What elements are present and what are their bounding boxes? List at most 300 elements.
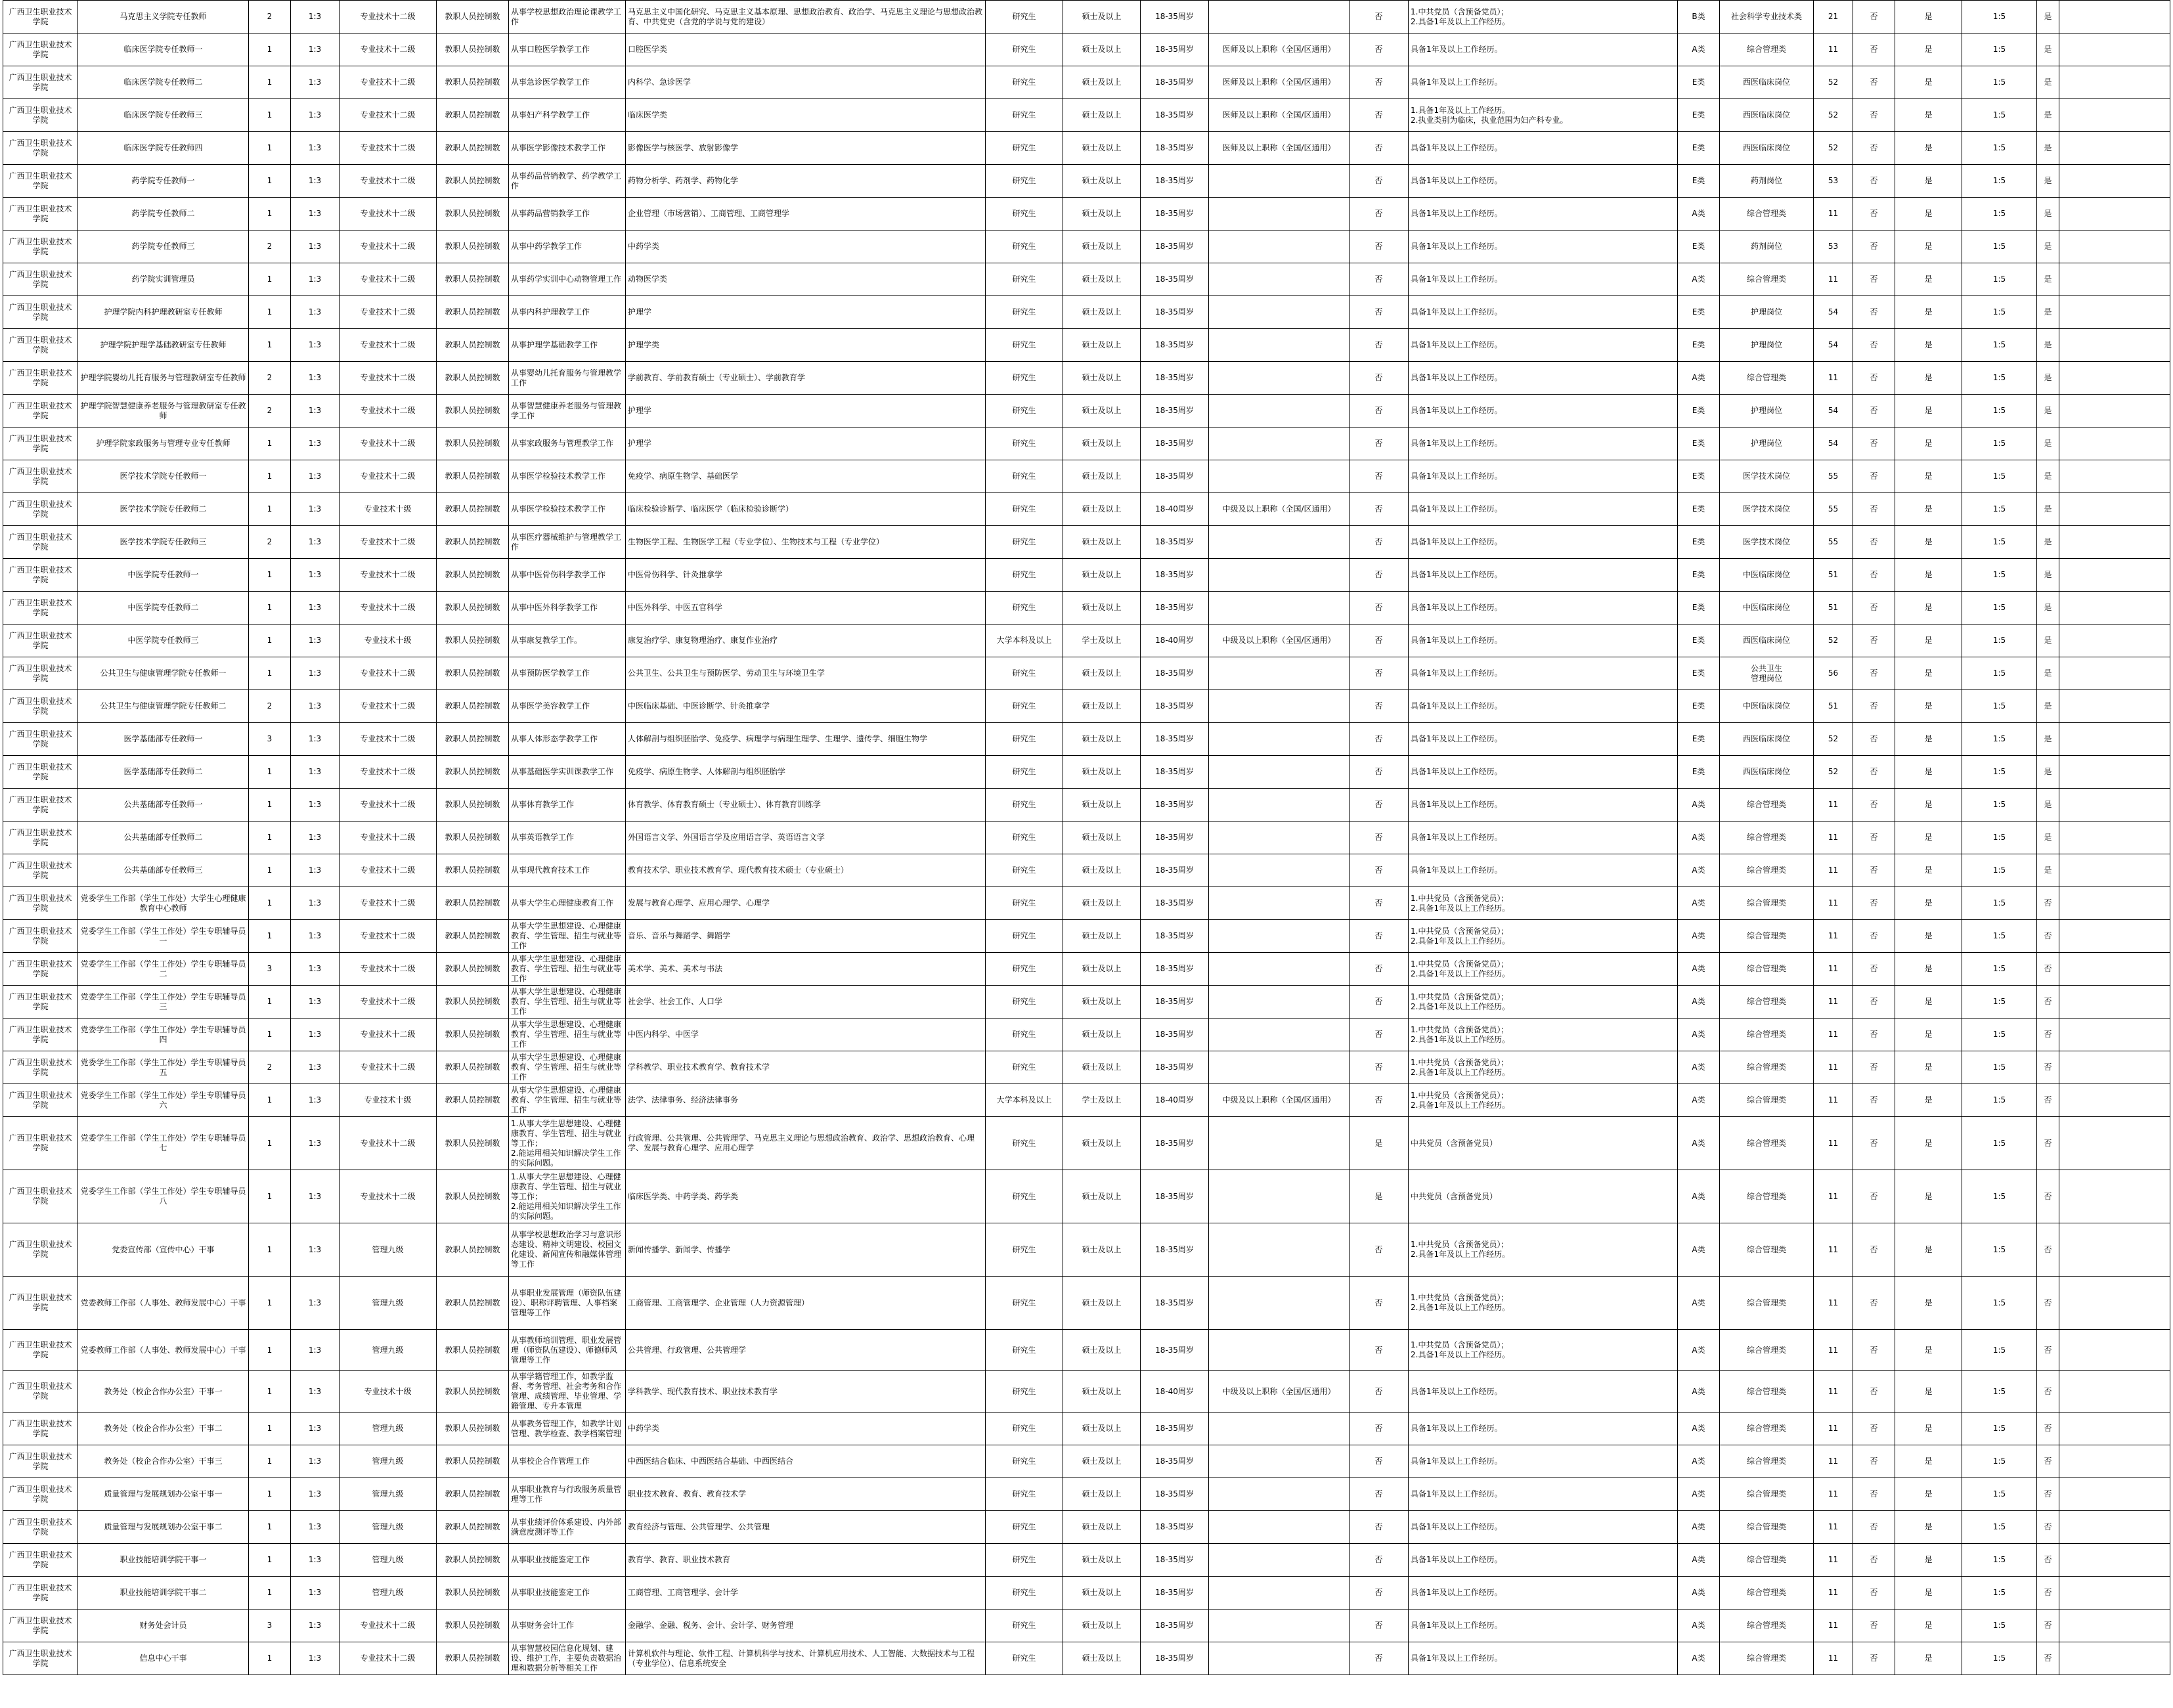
age-cell: 18-35周岁 <box>1141 789 1209 821</box>
interview-ratio-cell: 1:5 <box>1962 953 2037 986</box>
flag-cell-2: 是 <box>1895 296 1962 329</box>
flag-cell-1: 否 <box>1853 198 1895 230</box>
flag-cell-2: 是 <box>1895 624 1962 657</box>
duty-cell: 从事体育教学工作 <box>509 789 626 821</box>
remark-cell <box>2059 1544 2170 1577</box>
flag-cell-1: 否 <box>1853 1277 1895 1330</box>
degree-cell: 硕士及以上 <box>1063 1051 1141 1084</box>
code-cell: 51 <box>1814 592 1853 624</box>
title-requirement-cell: 医师及以上职称（全国/区通用） <box>1209 33 1350 66</box>
code-cell: 51 <box>1814 690 1853 723</box>
subject-cell: 护理岗位 <box>1720 329 1814 362</box>
ratio-cell: 1:3 <box>291 756 340 789</box>
major-cell: 法学、法律事务、经济法律事务 <box>626 1084 986 1117</box>
unit-cell: 广西卫生职业技术学院 <box>3 1412 78 1445</box>
code-cell: 11 <box>1814 1084 1853 1117</box>
level-cell: 专业技术十二级 <box>340 526 437 559</box>
code-cell: 11 <box>1814 1277 1853 1330</box>
major-cell: 中医骨伤科学、针灸推拿学 <box>626 559 986 592</box>
level-cell: 专业技术十二级 <box>340 1117 437 1170</box>
education-cell: 研究生 <box>986 296 1063 329</box>
staffing-type-cell: 教职人员控制数 <box>437 395 509 427</box>
staffing-type-cell: 教职人员控制数 <box>437 559 509 592</box>
category-cell: A类 <box>1678 1117 1720 1170</box>
category-cell: A类 <box>1678 887 1720 920</box>
staffing-type-cell: 教职人员控制数 <box>437 1277 509 1330</box>
interview-ratio-cell: 1:5 <box>1962 1018 2037 1051</box>
headcount-cell: 1 <box>249 657 291 690</box>
headcount-cell: 1 <box>249 1277 291 1330</box>
unit-cell: 广西卫生职业技术学院 <box>3 1445 78 1478</box>
level-cell: 专业技术十二级 <box>340 986 437 1018</box>
headcount-cell: 1 <box>249 1117 291 1170</box>
major-cell: 药物分析学、药剂学、药物化学 <box>626 165 986 198</box>
education-cell: 研究生 <box>986 263 1063 296</box>
experience-cell: 否 <box>1350 1609 1409 1642</box>
flag-cell-2: 是 <box>1895 1084 1962 1117</box>
post-cell: 党委宣传部（宣传中心）干事 <box>78 1223 249 1277</box>
degree-cell: 硕士及以上 <box>1063 1642 1141 1675</box>
category-cell: B类 <box>1678 1 1720 33</box>
education-cell: 研究生 <box>986 1371 1063 1412</box>
age-cell: 18-40周岁 <box>1141 1084 1209 1117</box>
level-cell: 专业技术十级 <box>340 624 437 657</box>
unit-cell: 广西卫生职业技术学院 <box>3 1277 78 1330</box>
major-cell: 公共管理、行政管理、公共管理学 <box>626 1330 986 1371</box>
unit-cell: 广西卫生职业技术学院 <box>3 66 78 99</box>
category-cell: A类 <box>1678 1511 1720 1544</box>
remark-cell <box>2059 427 2170 460</box>
education-cell: 研究生 <box>986 1478 1063 1511</box>
category-cell: A类 <box>1678 362 1720 395</box>
subject-cell: 综合管理类 <box>1720 198 1814 230</box>
staffing-type-cell: 教职人员控制数 <box>437 132 509 165</box>
category-cell: A类 <box>1678 1084 1720 1117</box>
table-row <box>3 953 2170 986</box>
category-cell: E类 <box>1678 493 1720 526</box>
post-cell: 药学院实训管理员 <box>78 263 249 296</box>
remark-cell <box>2059 1511 2170 1544</box>
post-cell: 财务处会计员 <box>78 1609 249 1642</box>
table-row <box>3 723 2170 756</box>
subject-cell: 综合管理类 <box>1720 1544 1814 1577</box>
title-requirement-cell: 中级及以上职称（全国/区通用） <box>1209 1371 1350 1412</box>
other-requirement-cell: 具备1年及以上工作经历。 <box>1409 1609 1678 1642</box>
code-cell: 52 <box>1814 99 1853 132</box>
level-cell: 专业技术十二级 <box>340 690 437 723</box>
interview-ratio-cell: 1:5 <box>1962 1051 2037 1084</box>
post-cell: 公共基础部专任教师三 <box>78 854 249 887</box>
duty-cell: 从事校企合作管理工作 <box>509 1445 626 1478</box>
remark-cell <box>2059 198 2170 230</box>
flag-cell-2: 是 <box>1895 1223 1962 1277</box>
other-requirement-cell: 具备1年及以上工作经历。 <box>1409 821 1678 854</box>
education-cell: 研究生 <box>986 1 1063 33</box>
flag-cell-4: 是 <box>2037 230 2059 263</box>
age-cell: 18-35周岁 <box>1141 723 1209 756</box>
flag-cell-2: 是 <box>1895 986 1962 1018</box>
remark-cell <box>2059 493 2170 526</box>
interview-ratio-cell: 1:5 <box>1962 1412 2037 1445</box>
headcount-cell: 2 <box>249 395 291 427</box>
subject-cell: 综合管理类 <box>1720 1478 1814 1511</box>
title-requirement-cell <box>1209 690 1350 723</box>
interview-ratio-cell: 1:5 <box>1962 395 2037 427</box>
flag-cell-4: 否 <box>2037 1544 2059 1577</box>
staffing-type-cell: 教职人员控制数 <box>437 1511 509 1544</box>
category-cell: E类 <box>1678 395 1720 427</box>
table-row <box>3 1609 2170 1642</box>
subject-cell: 护理岗位 <box>1720 296 1814 329</box>
age-cell: 18-35周岁 <box>1141 329 1209 362</box>
code-cell: 52 <box>1814 132 1853 165</box>
title-requirement-cell <box>1209 1018 1350 1051</box>
post-cell: 护理学院婴幼儿托育服务与管理教研室专任教师 <box>78 362 249 395</box>
headcount-cell: 1 <box>249 165 291 198</box>
headcount-cell: 1 <box>249 1445 291 1478</box>
code-cell: 52 <box>1814 66 1853 99</box>
staffing-type-cell: 教职人员控制数 <box>437 592 509 624</box>
staffing-type-cell: 教职人员控制数 <box>437 1 509 33</box>
degree-cell: 硕士及以上 <box>1063 460 1141 493</box>
ratio-cell: 1:3 <box>291 1170 340 1223</box>
experience-cell: 否 <box>1350 821 1409 854</box>
table-row <box>3 690 2170 723</box>
title-requirement-cell <box>1209 1577 1350 1609</box>
ratio-cell: 1:3 <box>291 1544 340 1577</box>
post-cell: 公共卫生与健康管理学院专任教师一 <box>78 657 249 690</box>
education-cell: 研究生 <box>986 723 1063 756</box>
remark-cell <box>2059 953 2170 986</box>
age-cell: 18-35周岁 <box>1141 821 1209 854</box>
table-row <box>3 99 2170 132</box>
category-cell: E类 <box>1678 329 1720 362</box>
table-row <box>3 1511 2170 1544</box>
table-row <box>3 1577 2170 1609</box>
level-cell: 专业技术十二级 <box>340 329 437 362</box>
major-cell: 学前教育、学前教育硕士（专业硕士）、学前教育学 <box>626 362 986 395</box>
degree-cell: 硕士及以上 <box>1063 920 1141 953</box>
title-requirement-cell <box>1209 1051 1350 1084</box>
category-cell: A类 <box>1678 263 1720 296</box>
flag-cell-1: 否 <box>1853 1371 1895 1412</box>
flag-cell-2: 是 <box>1895 1277 1962 1330</box>
age-cell: 18-35周岁 <box>1141 1577 1209 1609</box>
age-cell: 18-35周岁 <box>1141 920 1209 953</box>
ratio-cell: 1:3 <box>291 821 340 854</box>
staffing-type-cell: 教职人员控制数 <box>437 789 509 821</box>
age-cell: 18-35周岁 <box>1141 657 1209 690</box>
duty-cell: 从事婴幼儿托育服务与管理教学工作 <box>509 362 626 395</box>
flag-cell-2: 是 <box>1895 395 1962 427</box>
other-requirement-cell: 具备1年及以上工作经历。 <box>1409 362 1678 395</box>
table-row <box>3 592 2170 624</box>
category-cell: A类 <box>1678 1412 1720 1445</box>
level-cell: 专业技术十二级 <box>340 1018 437 1051</box>
duty-cell: 从事学校思想政治学习与意识形态建设、精神文明建设、校园文化建设、新闻宣传和融媒体管理等工作 <box>509 1223 626 1277</box>
category-cell: E类 <box>1678 690 1720 723</box>
code-cell: 11 <box>1814 1609 1853 1642</box>
flag-cell-2: 是 <box>1895 99 1962 132</box>
level-cell: 专业技术十二级 <box>340 460 437 493</box>
other-requirement-cell: 1.中共党员（含预备党员）； 2.具备1年及以上工作经历。 <box>1409 1084 1678 1117</box>
flag-cell-4: 是 <box>2037 592 2059 624</box>
age-cell: 18-35周岁 <box>1141 1609 1209 1642</box>
other-requirement-cell: 具备1年及以上工作经历。 <box>1409 854 1678 887</box>
flag-cell-2: 是 <box>1895 263 1962 296</box>
interview-ratio-cell: 1:5 <box>1962 329 2037 362</box>
unit-cell: 广西卫生职业技术学院 <box>3 789 78 821</box>
duty-cell: 从事大学生思想建设、心理健康教育、学生管理、招生与就业等工作 <box>509 1051 626 1084</box>
flag-cell-1: 否 <box>1853 263 1895 296</box>
education-cell: 大学本科及以上 <box>986 624 1063 657</box>
flag-cell-4: 是 <box>2037 165 2059 198</box>
table-row <box>3 230 2170 263</box>
code-cell: 55 <box>1814 526 1853 559</box>
headcount-cell: 1 <box>249 263 291 296</box>
headcount-cell: 1 <box>249 986 291 1018</box>
title-requirement-cell <box>1209 592 1350 624</box>
level-cell: 专业技术十级 <box>340 1371 437 1412</box>
flag-cell-2: 是 <box>1895 756 1962 789</box>
ratio-cell: 1:3 <box>291 1 340 33</box>
age-cell: 18-35周岁 <box>1141 99 1209 132</box>
major-cell: 学科教学、职业技术教育学、教育技术学 <box>626 1051 986 1084</box>
other-requirement-cell: 1.中共党员（含预备党员）； 2.具备1年及以上工作经历。 <box>1409 1223 1678 1277</box>
other-requirement-cell: 具备1年及以上工作经历。 <box>1409 1412 1678 1445</box>
experience-cell: 否 <box>1350 198 1409 230</box>
flag-cell-1: 否 <box>1853 756 1895 789</box>
other-requirement-cell: 具备1年及以上工作经历。 <box>1409 66 1678 99</box>
major-cell: 音乐、音乐与舞蹈学、舞蹈学 <box>626 920 986 953</box>
degree-cell: 学士及以上 <box>1063 1084 1141 1117</box>
table-row <box>3 296 2170 329</box>
subject-cell: 综合管理类 <box>1720 1117 1814 1170</box>
headcount-cell: 1 <box>249 296 291 329</box>
post-cell: 医学技术学院专任教师三 <box>78 526 249 559</box>
interview-ratio-cell: 1:5 <box>1962 756 2037 789</box>
unit-cell: 广西卫生职业技术学院 <box>3 1642 78 1675</box>
headcount-cell: 3 <box>249 1609 291 1642</box>
flag-cell-4: 否 <box>2037 920 2059 953</box>
duty-cell: 从事大学生思想建设、心理健康教育、学生管理、招生与就业等工作 <box>509 953 626 986</box>
category-cell: A类 <box>1678 821 1720 854</box>
flag-cell-4: 是 <box>2037 66 2059 99</box>
age-cell: 18-35周岁 <box>1141 1544 1209 1577</box>
remark-cell <box>2059 1018 2170 1051</box>
flag-cell-4: 是 <box>2037 821 2059 854</box>
title-requirement-cell: 医师及以上职称（全国/区通用） <box>1209 132 1350 165</box>
headcount-cell: 1 <box>249 1330 291 1371</box>
flag-cell-4: 是 <box>2037 329 2059 362</box>
ratio-cell: 1:3 <box>291 493 340 526</box>
interview-ratio-cell: 1:5 <box>1962 198 2037 230</box>
age-cell: 18-35周岁 <box>1141 690 1209 723</box>
headcount-cell: 1 <box>249 624 291 657</box>
table-body <box>3 1 2170 1675</box>
level-cell: 专业技术十二级 <box>340 1609 437 1642</box>
ratio-cell: 1:3 <box>291 33 340 66</box>
remark-cell <box>2059 592 2170 624</box>
post-cell: 医学基础部专任教师二 <box>78 756 249 789</box>
ratio-cell: 1:3 <box>291 329 340 362</box>
flag-cell-2: 是 <box>1895 1478 1962 1511</box>
interview-ratio-cell: 1:5 <box>1962 821 2037 854</box>
age-cell: 18-35周岁 <box>1141 1018 1209 1051</box>
major-cell: 学科教学、现代教育技术、职业技术教育学 <box>626 1371 986 1412</box>
other-requirement-cell: 1.中共党员（含预备党员）； 2.具备1年及以上工作经历。 <box>1409 1 1678 33</box>
age-cell: 18-35周岁 <box>1141 854 1209 887</box>
interview-ratio-cell: 1:5 <box>1962 559 2037 592</box>
code-cell: 51 <box>1814 559 1853 592</box>
flag-cell-4: 否 <box>2037 1084 2059 1117</box>
flag-cell-4: 否 <box>2037 1170 2059 1223</box>
major-cell: 金融学、金融、税务、会计、会计学、财务管理 <box>626 1609 986 1642</box>
remark-cell <box>2059 329 2170 362</box>
level-cell: 管理九级 <box>340 1330 437 1371</box>
title-requirement-cell <box>1209 756 1350 789</box>
ratio-cell: 1:3 <box>291 132 340 165</box>
flag-cell-4: 是 <box>2037 493 2059 526</box>
other-requirement-cell: 具备1年及以上工作经历。 <box>1409 132 1678 165</box>
level-cell: 专业技术十二级 <box>340 789 437 821</box>
ratio-cell: 1:3 <box>291 1478 340 1511</box>
title-requirement-cell <box>1209 460 1350 493</box>
flag-cell-2: 是 <box>1895 460 1962 493</box>
unit-cell: 广西卫生职业技术学院 <box>3 690 78 723</box>
unit-cell: 广西卫生职业技术学院 <box>3 1223 78 1277</box>
degree-cell: 硕士及以上 <box>1063 1223 1141 1277</box>
subject-cell: 中医临床岗位 <box>1720 592 1814 624</box>
level-cell: 专业技术十二级 <box>340 263 437 296</box>
other-requirement-cell: 1.具备1年及以上工作经历。 2.执业类别为临床，执业范围为妇产科专业。 <box>1409 99 1678 132</box>
other-requirement-cell: 1.中共党员（含预备党员）； 2.具备1年及以上工作经历。 <box>1409 986 1678 1018</box>
major-cell: 新闻传播学、新闻学、传播学 <box>626 1223 986 1277</box>
interview-ratio-cell: 1:5 <box>1962 1577 2037 1609</box>
flag-cell-1: 否 <box>1853 854 1895 887</box>
age-cell: 18-35周岁 <box>1141 1051 1209 1084</box>
level-cell: 专业技术十二级 <box>340 427 437 460</box>
education-cell: 研究生 <box>986 33 1063 66</box>
flag-cell-4: 是 <box>2037 198 2059 230</box>
major-cell: 生物医学工程、生物医学工程（专业学位）、生物技术与工程（专业学位） <box>626 526 986 559</box>
table-row <box>3 1445 2170 1478</box>
category-cell: A类 <box>1678 789 1720 821</box>
staffing-type-cell: 教职人员控制数 <box>437 296 509 329</box>
table-row <box>3 756 2170 789</box>
interview-ratio-cell: 1:5 <box>1962 657 2037 690</box>
headcount-cell: 1 <box>249 66 291 99</box>
level-cell: 专业技术十二级 <box>340 1051 437 1084</box>
code-cell: 54 <box>1814 427 1853 460</box>
headcount-cell: 1 <box>249 789 291 821</box>
category-cell: E类 <box>1678 723 1720 756</box>
duty-cell: 从事职业教育与行政服务质量管理等工作 <box>509 1478 626 1511</box>
headcount-cell: 1 <box>249 1642 291 1675</box>
table-row <box>3 1051 2170 1084</box>
degree-cell: 硕士及以上 <box>1063 427 1141 460</box>
code-cell: 54 <box>1814 329 1853 362</box>
post-cell: 药学院专任教师二 <box>78 198 249 230</box>
degree-cell: 硕士及以上 <box>1063 953 1141 986</box>
level-cell: 专业技术十二级 <box>340 1170 437 1223</box>
interview-ratio-cell: 1:5 <box>1962 526 2037 559</box>
flag-cell-4: 是 <box>2037 657 2059 690</box>
flag-cell-4: 否 <box>2037 953 2059 986</box>
experience-cell: 否 <box>1350 33 1409 66</box>
category-cell: A类 <box>1678 1642 1720 1675</box>
post-cell: 教务处（校企合作办公室）干事二 <box>78 1412 249 1445</box>
education-cell: 研究生 <box>986 1511 1063 1544</box>
code-cell: 52 <box>1814 624 1853 657</box>
interview-ratio-cell: 1:5 <box>1962 1277 2037 1330</box>
staffing-type-cell: 教职人员控制数 <box>437 1330 509 1371</box>
age-cell: 18-35周岁 <box>1141 132 1209 165</box>
flag-cell-2: 是 <box>1895 559 1962 592</box>
experience-cell: 否 <box>1350 953 1409 986</box>
flag-cell-2: 是 <box>1895 920 1962 953</box>
table-row <box>3 395 2170 427</box>
experience-cell: 否 <box>1350 427 1409 460</box>
title-requirement-cell <box>1209 165 1350 198</box>
post-cell: 马克思主义学院专任教师 <box>78 1 249 33</box>
remark-cell <box>2059 756 2170 789</box>
flag-cell-1: 否 <box>1853 230 1895 263</box>
code-cell: 11 <box>1814 1478 1853 1511</box>
subject-cell: 综合管理类 <box>1720 920 1814 953</box>
flag-cell-4: 是 <box>2037 854 2059 887</box>
headcount-cell: 1 <box>249 854 291 887</box>
education-cell: 研究生 <box>986 920 1063 953</box>
major-cell: 教育技术学、职业技术教育学、现代教育技术硕士（专业硕士） <box>626 854 986 887</box>
interview-ratio-cell: 1:5 <box>1962 493 2037 526</box>
interview-ratio-cell: 1:5 <box>1962 460 2037 493</box>
table-row <box>3 821 2170 854</box>
code-cell: 54 <box>1814 395 1853 427</box>
flag-cell-1: 否 <box>1853 1544 1895 1577</box>
staffing-type-cell: 教职人员控制数 <box>437 1642 509 1675</box>
code-cell: 11 <box>1814 1445 1853 1478</box>
subject-cell: 综合管理类 <box>1720 1051 1814 1084</box>
flag-cell-1: 否 <box>1853 953 1895 986</box>
flag-cell-1: 否 <box>1853 789 1895 821</box>
subject-cell: 西医临床岗位 <box>1720 99 1814 132</box>
post-cell: 公共卫生与健康管理学院专任教师二 <box>78 690 249 723</box>
headcount-cell: 1 <box>249 1544 291 1577</box>
major-cell: 免疫学、病原生物学、人体解剖与组织胚胎学 <box>626 756 986 789</box>
education-cell: 研究生 <box>986 953 1063 986</box>
flag-cell-2: 是 <box>1895 1371 1962 1412</box>
major-cell: 教育经济与管理、公共管理学、公共管理 <box>626 1511 986 1544</box>
duty-cell: 从事内科护理教学工作 <box>509 296 626 329</box>
age-cell: 18-35周岁 <box>1141 1642 1209 1675</box>
code-cell: 11 <box>1814 1511 1853 1544</box>
duty-cell: 从事人体形态学教学工作 <box>509 723 626 756</box>
title-requirement-cell <box>1209 723 1350 756</box>
headcount-cell: 1 <box>249 33 291 66</box>
category-cell: A类 <box>1678 198 1720 230</box>
age-cell: 18-35周岁 <box>1141 1170 1209 1223</box>
staffing-type-cell: 教职人员控制数 <box>437 33 509 66</box>
code-cell: 53 <box>1814 165 1853 198</box>
ratio-cell: 1:3 <box>291 362 340 395</box>
level-cell: 管理九级 <box>340 1277 437 1330</box>
education-cell: 研究生 <box>986 1223 1063 1277</box>
major-cell: 职业技术教育、教育、教育技术学 <box>626 1478 986 1511</box>
ratio-cell: 1:3 <box>291 99 340 132</box>
flag-cell-1: 否 <box>1853 1478 1895 1511</box>
experience-cell: 否 <box>1350 854 1409 887</box>
